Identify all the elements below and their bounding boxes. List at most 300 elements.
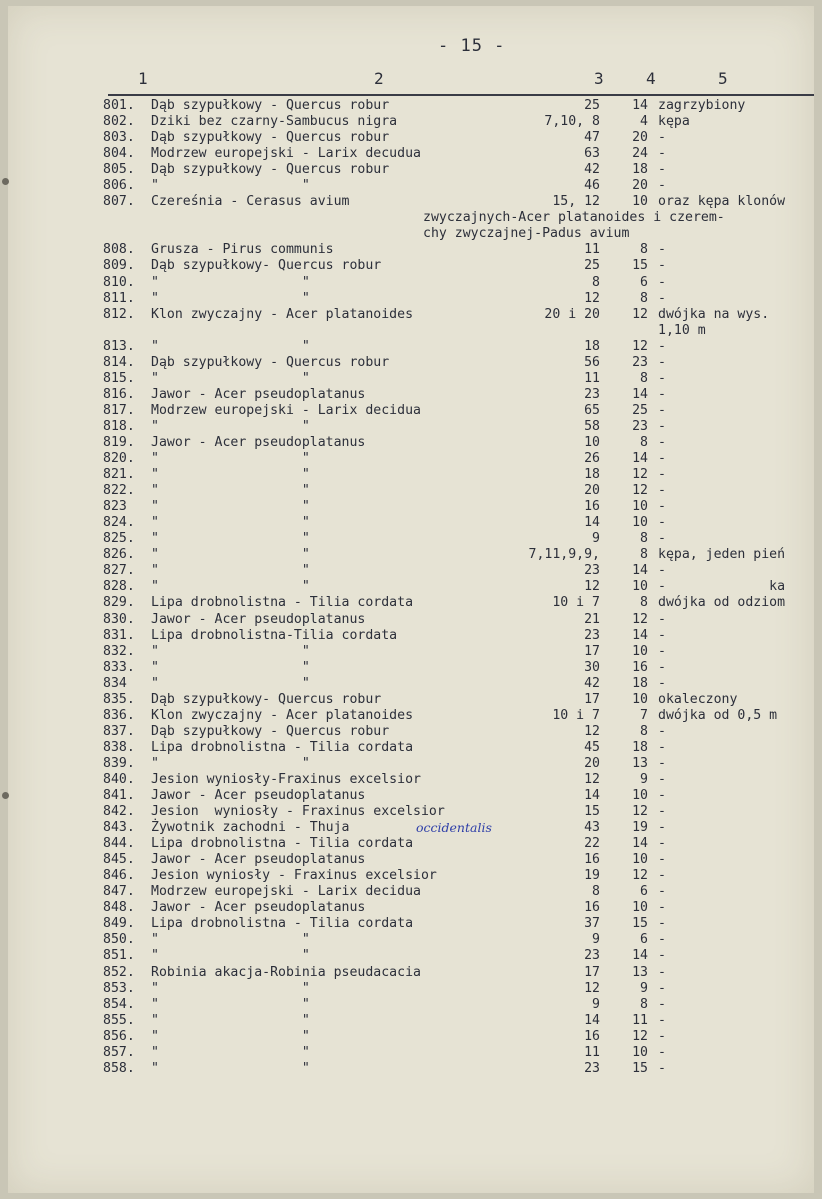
- column-3-value: 9: [592, 932, 600, 948]
- table-row: [8, 563, 814, 579]
- column-4-value: 12: [632, 1028, 648, 1044]
- column-3-value: 47: [584, 130, 600, 146]
- column-3-value: 16: [584, 900, 600, 916]
- entry-number: 847.: [103, 884, 135, 900]
- remarks: -: [658, 771, 666, 787]
- entry-number: 835.: [103, 691, 135, 707]
- column-4-value: 14: [632, 836, 648, 852]
- table-row: [8, 307, 814, 323]
- column-4-value: 12: [632, 338, 648, 354]
- remarks: -: [658, 290, 666, 306]
- table-row: [8, 515, 814, 531]
- species-name: " ": [151, 980, 310, 996]
- remarks: 1,10 m: [658, 322, 706, 338]
- entry-number: 841.: [103, 788, 135, 804]
- table-row: [8, 884, 814, 900]
- species-name: Klon zwyczajny - Acer platanoides: [151, 707, 414, 723]
- table-row: [8, 981, 814, 997]
- entry-number: 844.: [103, 836, 135, 852]
- column-4-value: 10: [632, 852, 648, 868]
- species-name: Żywotnik zachodni - Thuja: [151, 820, 358, 836]
- species-name: Jesion wyniosły - Fraxinus excelsior: [151, 868, 437, 884]
- column-3-value: 14: [584, 515, 600, 531]
- table-row: [8, 692, 814, 708]
- remarks: oraz kępa klonów: [658, 194, 786, 210]
- column-4-value: 10: [632, 900, 648, 916]
- remarks: -: [658, 402, 666, 418]
- species-name: Robinia akacja-Robinia pseudacacia: [151, 964, 421, 980]
- table-row: [8, 595, 814, 611]
- column-3-value: 10 i 7: [552, 595, 600, 611]
- table-row: [8, 676, 814, 692]
- entry-number: 820.: [103, 451, 135, 467]
- entry-number: 809.: [103, 258, 135, 274]
- entry-number: 843.: [103, 820, 135, 836]
- column-4-value: 12: [632, 804, 648, 820]
- remarks: -: [658, 531, 666, 547]
- species-name: " ": [151, 483, 310, 499]
- species-name: Lipa drobnolistna - Tilia cordata: [151, 595, 414, 611]
- column-3-value: 17: [584, 964, 600, 980]
- handwritten-annotation: occidentalis: [416, 820, 492, 836]
- column-4-value: 11: [632, 1012, 648, 1028]
- column-3-value: 23: [584, 1060, 600, 1076]
- remarks: - ka: [658, 579, 786, 595]
- table-row: [8, 467, 814, 483]
- remarks: -: [658, 499, 666, 515]
- entry-number: 813.: [103, 338, 135, 354]
- table-row: [8, 836, 814, 852]
- remarks: -: [658, 130, 666, 146]
- entry-number: 821.: [103, 467, 135, 483]
- entry-number: 817.: [103, 402, 135, 418]
- species-name: " ": [151, 290, 310, 306]
- species-name: Lipa drobnolistna - Tilia cordata: [151, 836, 414, 852]
- remarks: -: [658, 948, 666, 964]
- species-name: Dąb szypułkowy - Quercus robur: [151, 162, 390, 178]
- table-row: [8, 708, 814, 724]
- species-name: Lipa drobnolistna - Tilia cordata: [151, 916, 414, 932]
- column-header-5: 5: [718, 69, 728, 88]
- remarks: -: [658, 1028, 666, 1044]
- species-name: " ": [151, 1060, 310, 1076]
- column-4-value: 8: [640, 290, 648, 306]
- column-4-value: 8: [640, 242, 648, 258]
- entry-number: 840.: [103, 771, 135, 787]
- table-row: [8, 644, 814, 660]
- column-3-value: 18: [584, 338, 600, 354]
- column-3-value: 14: [584, 788, 600, 804]
- table-row: [8, 355, 814, 371]
- species-name: Jawor - Acer pseudoplatanus: [151, 788, 366, 804]
- column-3-value: 12: [584, 290, 600, 306]
- column-3-value: 23: [584, 563, 600, 579]
- entry-number: 858.: [103, 1060, 135, 1076]
- remarks: -: [658, 996, 666, 1012]
- column-4-value: 8: [640, 547, 648, 563]
- species-name: " ": [151, 643, 310, 659]
- remarks: -: [658, 434, 666, 450]
- column-3-value: 37: [584, 916, 600, 932]
- species-name: Dąb szypułkowy- Quercus robur: [151, 691, 382, 707]
- table-row: [8, 323, 814, 339]
- entry-number: 824.: [103, 515, 135, 531]
- column-3-value: 12: [584, 579, 600, 595]
- species-name: Jawor - Acer pseudoplatanus: [151, 900, 366, 916]
- column-4-value: 13: [632, 964, 648, 980]
- column-header-3: 3: [594, 69, 604, 88]
- species-name: Czereśnia - Cerasus avium: [151, 194, 350, 210]
- column-4-value: 8: [640, 370, 648, 386]
- column-4-value: 6: [640, 884, 648, 900]
- column-4-value: 10: [632, 194, 648, 210]
- column-4-value: 18: [632, 739, 648, 755]
- column-3-value: 22: [584, 836, 600, 852]
- table-row: [8, 788, 814, 804]
- species-name: Jesion wyniosły - Fraxinus excelsior: [151, 804, 445, 820]
- remarks: -: [658, 274, 666, 290]
- column-3-value: 46: [584, 178, 600, 194]
- table-row: [8, 932, 814, 948]
- remarks: -: [658, 611, 666, 627]
- remarks: -: [658, 675, 666, 691]
- remarks: -: [658, 659, 666, 675]
- species-name: Jawor - Acer pseudoplatanus: [151, 852, 366, 868]
- column-3-value: 15, 12: [552, 194, 600, 210]
- species-name: " ": [151, 1012, 310, 1028]
- column-3-value: 45: [584, 739, 600, 755]
- column-4-value: 10: [632, 1044, 648, 1060]
- column-3-value: 65: [584, 402, 600, 418]
- table-row: [8, 1029, 814, 1045]
- species-name: Modrzew europejski - Larix decudua: [151, 146, 421, 162]
- entry-number: 802.: [103, 114, 135, 130]
- species-name: Dąb szypułkowy - Quercus robur: [151, 354, 390, 370]
- column-header-2: 2: [374, 69, 384, 88]
- remarks: -: [658, 515, 666, 531]
- table-row: [8, 226, 814, 242]
- column-4-value: 13: [632, 755, 648, 771]
- column-3-value: 10: [584, 434, 600, 450]
- column-4-value: 16: [632, 659, 648, 675]
- table-row: [8, 339, 814, 355]
- entry-number: 819.: [103, 434, 135, 450]
- table-row: [8, 547, 814, 563]
- remarks: -: [658, 467, 666, 483]
- species-name: " ": [151, 499, 310, 515]
- entry-number: 801.: [103, 98, 135, 113]
- column-3-value: 7,10, 8: [544, 114, 600, 130]
- page-number: - 15 -: [438, 36, 506, 56]
- remarks: -: [658, 900, 666, 916]
- column-4-value: 9: [640, 980, 648, 996]
- column-4-value: 10: [632, 643, 648, 659]
- remarks: -: [658, 980, 666, 996]
- entry-number: 832.: [103, 643, 135, 659]
- column-3-value: 11: [584, 1044, 600, 1060]
- table-row: [8, 499, 814, 515]
- column-3-value: 16: [584, 499, 600, 515]
- column-4-value: 6: [640, 932, 648, 948]
- column-3-value: 12: [584, 980, 600, 996]
- species-name: " ": [151, 932, 310, 948]
- column-3-value: 21: [584, 611, 600, 627]
- remarks: -: [658, 836, 666, 852]
- column-3-value: 58: [584, 418, 600, 434]
- table-row: [8, 724, 814, 740]
- remarks: -: [658, 852, 666, 868]
- column-3-value: 23: [584, 627, 600, 643]
- table-row: [8, 403, 814, 419]
- entry-number: 818.: [103, 418, 135, 434]
- column-3-value: 11: [584, 242, 600, 258]
- entry-number: 811.: [103, 290, 135, 306]
- table-row: [8, 868, 814, 884]
- remarks: -: [658, 964, 666, 980]
- column-4-value: 7: [640, 707, 648, 723]
- species-name: " ": [151, 1028, 310, 1044]
- column-4-value: 14: [632, 627, 648, 643]
- table-row: [8, 371, 814, 387]
- table-row: [8, 756, 814, 772]
- species-name: " ": [151, 178, 310, 194]
- column-4-value: 14: [632, 386, 648, 402]
- column-4-value: 14: [632, 98, 648, 113]
- species-name: Jawor - Acer pseudoplatanus: [151, 434, 366, 450]
- table-row: [8, 98, 814, 114]
- column-4-value: 19: [632, 820, 648, 836]
- remarks: -: [658, 258, 666, 274]
- table-row: [8, 451, 814, 467]
- column-4-value: 4: [640, 114, 648, 130]
- table-row: [8, 579, 814, 595]
- column-3-value: 19: [584, 868, 600, 884]
- column-4-value: 14: [632, 948, 648, 964]
- remarks: zagrzybiony: [658, 98, 746, 113]
- remarks: -: [658, 820, 666, 836]
- column-3-value: 30: [584, 659, 600, 675]
- species-name: Jesion wyniosły-Fraxinus excelsior: [151, 771, 421, 787]
- column-3-value: 11: [584, 370, 600, 386]
- column-header-1: 1: [138, 69, 148, 88]
- species-name: " ": [151, 531, 310, 547]
- column-4-value: 12: [632, 467, 648, 483]
- remarks: -: [658, 178, 666, 194]
- column-4-value: 10: [632, 515, 648, 531]
- species-name: Dąb szypułkowy- Quercus robur: [151, 258, 382, 274]
- remarks: -: [658, 146, 666, 162]
- column-4-value: 12: [632, 868, 648, 884]
- entry-number: 803.: [103, 130, 135, 146]
- column-4-value: 18: [632, 162, 648, 178]
- table-row: [8, 130, 814, 146]
- remarks: -: [658, 386, 666, 402]
- entry-number: 825.: [103, 531, 135, 547]
- table-row: [8, 948, 814, 964]
- remarks: -: [658, 451, 666, 467]
- entry-number: 814.: [103, 354, 135, 370]
- table-row: [8, 194, 814, 210]
- entry-number: 826.: [103, 547, 135, 563]
- table-row: [8, 660, 814, 676]
- column-3-value: 16: [584, 852, 600, 868]
- column-3-value: 8: [592, 884, 600, 900]
- column-3-value: 43: [584, 820, 600, 836]
- species-name: zwyczajnych-Acer platanoides i czerem-: [423, 210, 725, 226]
- table-row: [8, 419, 814, 435]
- remarks: -: [658, 804, 666, 820]
- column-4-value: 8: [640, 996, 648, 1012]
- column-3-value: 9: [592, 531, 600, 547]
- species-name: Dąb szypułkowy - Quercus robur: [151, 130, 390, 146]
- table-row: [8, 900, 814, 916]
- remarks: okaleczony: [658, 691, 738, 707]
- column-4-value: 23: [632, 354, 648, 370]
- column-3-value: 12: [584, 771, 600, 787]
- column-4-value: 10: [632, 579, 648, 595]
- column-4-value: 10: [632, 788, 648, 804]
- entry-number: 816.: [103, 386, 135, 402]
- column-4-value: 9: [640, 771, 648, 787]
- column-3-value: 15: [584, 804, 600, 820]
- column-4-value: 10: [632, 691, 648, 707]
- remarks: dwójka od 0,5 m: [658, 707, 778, 723]
- table-row: [8, 916, 814, 932]
- entry-number: 845.: [103, 852, 135, 868]
- remarks: -: [658, 723, 666, 739]
- species-name: " ": [151, 418, 310, 434]
- column-4-value: 8: [640, 531, 648, 547]
- remarks: -: [658, 868, 666, 884]
- entry-number: 849.: [103, 916, 135, 932]
- entry-number: 827.: [103, 563, 135, 579]
- column-3-value: 20: [584, 483, 600, 499]
- species-name: Jawor - Acer pseudoplatanus: [151, 386, 366, 402]
- species-name: " ": [151, 515, 310, 531]
- column-4-value: 15: [632, 1060, 648, 1076]
- column-4-value: 12: [632, 483, 648, 499]
- column-4-value: 18: [632, 675, 648, 691]
- column-4-value: 8: [640, 723, 648, 739]
- remarks: -: [658, 418, 666, 434]
- species-name: " ": [151, 675, 310, 691]
- entry-number: 839.: [103, 755, 135, 771]
- species-name: " ": [151, 467, 310, 483]
- column-3-value: 25: [584, 258, 600, 274]
- column-4-value: 8: [640, 595, 648, 611]
- column-3-value: 56: [584, 354, 600, 370]
- species-name: Grusza - Pirus communis: [151, 242, 334, 258]
- column-3-value: 42: [584, 162, 600, 178]
- table-row: [8, 997, 814, 1013]
- column-3-value: 17: [584, 643, 600, 659]
- remarks: -: [658, 884, 666, 900]
- species-name: " ": [151, 579, 310, 595]
- column-4-value: 25: [632, 402, 648, 418]
- species-name: Lipa drobnolistna - Tilia cordata: [151, 739, 414, 755]
- species-name: " ": [151, 1044, 310, 1060]
- column-4-value: 24: [632, 146, 648, 162]
- column-4-value: 6: [640, 274, 648, 290]
- entry-number: 854.: [103, 996, 135, 1012]
- column-3-value: 17: [584, 691, 600, 707]
- entry-number: 837.: [103, 723, 135, 739]
- column-4-value: 12: [632, 306, 648, 322]
- table-row: [8, 531, 814, 547]
- entry-number: 808.: [103, 242, 135, 258]
- column-4-value: 14: [632, 563, 648, 579]
- entry-number: 851.: [103, 948, 135, 964]
- entry-number: 830.: [103, 611, 135, 627]
- column-3-value: 16: [584, 1028, 600, 1044]
- remarks: dwójka na wys.: [658, 306, 770, 322]
- entry-number: 836.: [103, 707, 135, 723]
- entry-number: 850.: [103, 932, 135, 948]
- entry-number: 856.: [103, 1028, 135, 1044]
- entry-number: 807.: [103, 194, 135, 210]
- species-name: Dąb szypułkowy - Quercus robur: [151, 98, 390, 113]
- species-name: " ": [151, 370, 310, 386]
- species-name: " ": [151, 274, 310, 290]
- entry-number: 852.: [103, 964, 135, 980]
- table-row: [8, 965, 814, 981]
- remarks: -: [658, 1044, 666, 1060]
- remarks: -: [658, 370, 666, 386]
- column-3-value: 8: [592, 274, 600, 290]
- column-3-value: 25: [584, 98, 600, 113]
- entry-number: 810.: [103, 274, 135, 290]
- species-name: Lipa drobnolistna-Tilia cordata: [151, 627, 398, 643]
- entry-number: 829.: [103, 595, 135, 611]
- column-3-value: 10 i 7: [552, 707, 600, 723]
- remarks: -: [658, 739, 666, 755]
- table-row: [8, 628, 814, 644]
- entry-number: 846.: [103, 868, 135, 884]
- table-row: [8, 1013, 814, 1029]
- column-4-value: 15: [632, 258, 648, 274]
- table-row: [8, 258, 814, 274]
- table-row: [8, 612, 814, 628]
- entry-number: 823: [103, 499, 127, 515]
- entry-number: 805.: [103, 162, 135, 178]
- column-4-value: 23: [632, 418, 648, 434]
- table-row: [8, 146, 814, 162]
- tree-inventory-table: [8, 98, 814, 1077]
- species-name: Modrzew europejski - Larix decidua: [151, 884, 421, 900]
- table-row: [8, 275, 814, 291]
- table-row: [8, 483, 814, 499]
- remarks: -: [658, 1012, 666, 1028]
- species-name: chy zwyczajnej-Padus avium: [423, 226, 630, 242]
- table-row: [8, 820, 814, 836]
- entry-number: 848.: [103, 900, 135, 916]
- entry-number: 812.: [103, 306, 135, 322]
- remarks: -: [658, 483, 666, 499]
- remarks: -: [658, 755, 666, 771]
- remarks: -: [658, 788, 666, 804]
- table-row: [8, 178, 814, 194]
- remarks: -: [658, 338, 666, 354]
- entry-number: 822.: [103, 483, 135, 499]
- column-4-value: 12: [632, 611, 648, 627]
- table-row: [8, 242, 814, 258]
- remarks: -: [658, 932, 666, 948]
- table-row: [8, 740, 814, 756]
- species-name: Jawor - Acer pseudoplatanus: [151, 611, 366, 627]
- remarks: -: [658, 627, 666, 643]
- remarks: dwójka od odziom: [658, 595, 786, 611]
- species-name: Dąb szypułkowy - Quercus robur: [151, 723, 390, 739]
